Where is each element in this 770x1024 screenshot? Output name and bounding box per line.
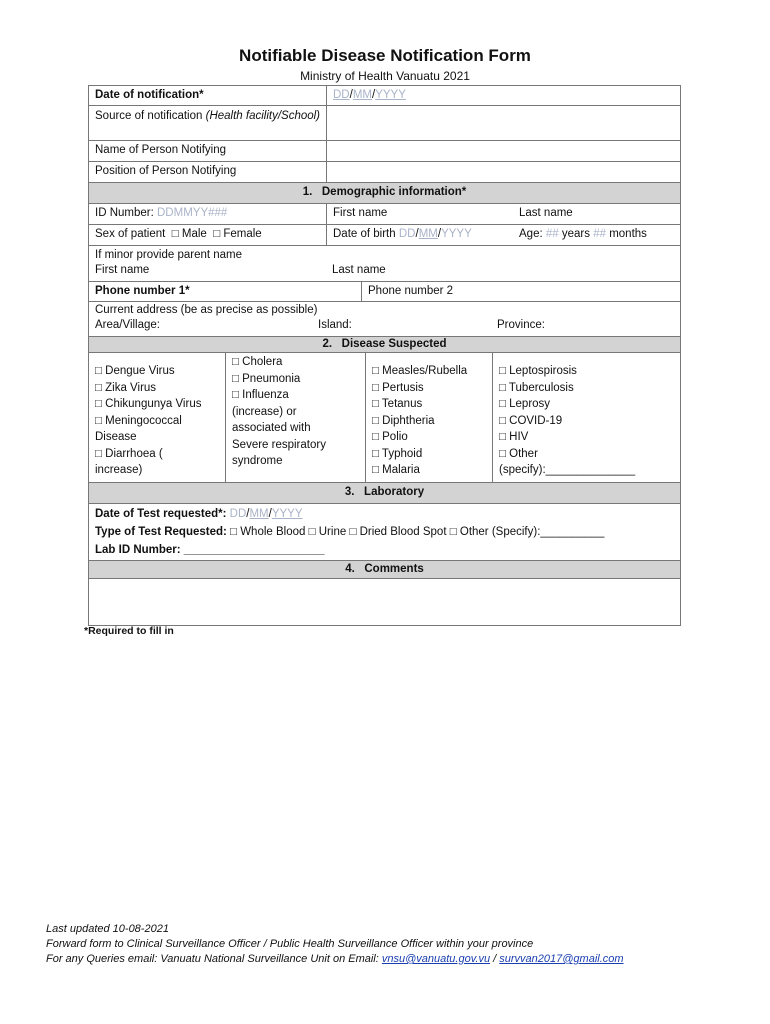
address-row [89,302,680,337]
island-label: Island: [318,319,352,331]
age-months-ph[interactable]: ## [593,228,606,240]
leprosy-checkbox[interactable]: □ Leprosy [499,398,551,410]
test-type-row [95,523,674,541]
sex-label: Sex of patient [95,228,166,240]
name-row [89,141,680,162]
diarrhoea-checkbox[interactable]: □ Diarrhoea ( [95,447,163,460]
meningococcal-checkbox[interactable]: □ Meningococcal [95,414,182,427]
influenza-cont-1: (increase) or [232,405,297,418]
section-laboratory-heading: 3. Laboratory [344,486,425,498]
influenza-checkbox[interactable]: □ Influenza [232,389,289,401]
phone1-field[interactable]: Phone number 1* [95,285,190,297]
disease-row [89,353,680,483]
name-field[interactable] [326,141,680,161]
date-field[interactable]: DD/MM/YYYY [326,86,680,105]
dob-label: Date of birth [333,228,396,240]
pertusis-checkbox[interactable]: □ Pertusis [372,381,424,394]
test-date-dd[interactable]: DD [229,508,247,520]
sex-field [89,225,326,245]
footer [46,922,624,967]
date-label: Date of notification* [95,89,204,101]
disease-col-1 [89,353,225,482]
comments-row [89,579,680,625]
first-name-field[interactable]: First name [326,204,513,224]
section-comments [89,561,680,579]
date-dd[interactable]: DD [333,89,350,101]
position-row [89,162,680,183]
female-checkbox[interactable]: □ Female [213,228,262,240]
section-laboratory [89,483,680,504]
queries-text: For any Queries email: Vanuatu National Surveillance Unit on Email: [46,953,379,965]
id-row [89,204,680,225]
age-field[interactable] [513,225,680,245]
id-field[interactable] [89,204,326,224]
tetanus-checkbox[interactable]: □ Tetanus [372,398,423,410]
influenza-cont-2: associated with [232,422,311,434]
lab-id-field[interactable]: Lab ID Number: ______________________ [95,544,325,556]
email-link-survvan[interactable]: survvan2017@gmail.com [499,953,624,965]
form-subtitle: Ministry of Health Vanuatu 2021 [300,69,470,83]
last-updated: Last updated 10-08-2021 [46,923,169,935]
test-date-field[interactable]: Date of Test requested*: DD/MM/YYYY [95,508,303,520]
dob-yyyy[interactable]: YYYY [441,228,472,240]
years-label: years [561,228,590,240]
dob-mm[interactable]: MM [418,228,438,240]
date-row [89,86,680,106]
province-label: Province: [497,319,545,331]
phone-row [89,282,680,302]
area-label: Area/Village: [95,319,160,331]
source-label-text: Source of notification [95,110,203,122]
polio-checkbox[interactable]: □ Polio [372,431,408,443]
last-name-field[interactable]: Last name [519,207,573,219]
influenza-cont-4: syndrome [232,455,283,467]
disease-col-2 [225,353,365,482]
chikungunya-checkbox[interactable]: □ Chikungunya Virus [95,398,202,410]
section-disease [89,337,680,353]
pneumonia-checkbox[interactable]: □ Pneumonia [232,372,301,385]
test-date-mm[interactable]: MM [249,508,269,520]
name-label: Name of Person Notifying [95,144,227,156]
form-title: Notifiable Disease Notification Form [239,46,531,65]
source-hint: (Health facility/School) [205,110,321,122]
email-separator: / [493,953,497,965]
zika-checkbox[interactable]: □ Zika Virus [95,381,157,394]
address-field[interactable] [89,302,680,336]
section-demographic-heading: 1. Demographic information* [302,186,467,198]
other-test-checkbox[interactable]: □ Other (Specify):__________ [449,526,605,538]
age-label: Age: [519,228,543,240]
position-label: Position of Person Notifying [95,165,237,177]
test-type-label: Type of Test Requested: [95,526,227,538]
test-date-label: Date of Test requested*: [95,508,227,520]
whole-blood-checkbox[interactable]: □ Whole Blood [230,526,306,538]
section-comments-heading: 4. Comments [345,563,424,575]
forward-note: Forward form to Clinical Surveillance Officer / Public Health Surveillance Officer within your province [46,938,534,950]
laboratory-body [89,504,680,560]
email-link-vnsu[interactable]: vnsu@vanuatu.gov.vu [381,953,491,965]
months-label: months [609,228,647,240]
urine-checkbox[interactable]: □ Urine [308,526,347,538]
laboratory-row [89,504,680,561]
typhoid-checkbox[interactable]: □ Typhoid [372,447,423,460]
id-placeholder: DDMMYY### [157,207,228,219]
position-field[interactable] [326,162,680,182]
date-yyyy[interactable]: YYYY [375,89,406,101]
comments-field[interactable] [89,579,680,625]
source-row [89,106,680,141]
hiv-checkbox[interactable]: □ HIV [499,431,529,443]
minor-last-name: Last name [332,264,386,276]
date-mm[interactable]: MM [352,89,372,101]
required-note: *Required to fill in [84,625,174,637]
dengue-checkbox[interactable]: □ Dengue Virus [95,365,175,377]
address-label: Current address (be as precise as possible) [95,304,318,316]
source-field[interactable] [326,106,680,140]
covid-checkbox[interactable]: □ COVID-19 [499,414,563,427]
sex-dob-row [89,225,680,246]
disease-col-3 [365,353,492,482]
notification-form [88,85,681,626]
leptospirosis-checkbox[interactable]: □ Leptospirosis [499,365,577,377]
source-label [89,106,326,140]
other-checkbox[interactable]: □ Other [499,447,538,460]
disease-col-4 [492,353,680,482]
minor-row [89,246,680,282]
influenza-cont-3: Severe respiratory [232,438,326,451]
minor-last-field[interactable] [326,246,680,281]
measles-checkbox[interactable]: □ Measles/Rubella [372,365,468,377]
dob-field[interactable]: Date of birth DD/MM/YYYY [326,225,513,245]
dob-dd[interactable]: DD [398,228,416,240]
minor-first-name: First name [95,264,150,276]
diarrhoea-cont: increase) [95,464,143,476]
dried-blood-spot-checkbox[interactable]: □ Dried Blood Spot [349,526,447,538]
malaria-checkbox[interactable]: □ Malaria [372,464,420,476]
meningococcal-cont: Disease [95,431,137,443]
phone2-field[interactable]: Phone number 2 [361,282,680,301]
section-disease-heading: 2. Disease Suspected [322,338,447,350]
age-years-ph[interactable]: ## [545,228,559,240]
cholera-checkbox[interactable]: □ Cholera [232,356,283,368]
tuberculosis-checkbox[interactable]: □ Tuberculosis [499,381,574,394]
id-label: ID Number: [95,207,154,219]
section-demographic [89,183,680,204]
minor-label: If minor provide parent name [95,249,243,261]
male-checkbox[interactable]: □ Male [171,228,207,240]
test-date-yyyy[interactable]: YYYY [271,508,303,520]
minor-first-field[interactable] [89,246,326,281]
queries-note [46,952,624,967]
diphtheria-checkbox[interactable]: □ Diphtheria [372,414,435,427]
other-specify-field[interactable]: (specify):______________ [499,464,636,476]
